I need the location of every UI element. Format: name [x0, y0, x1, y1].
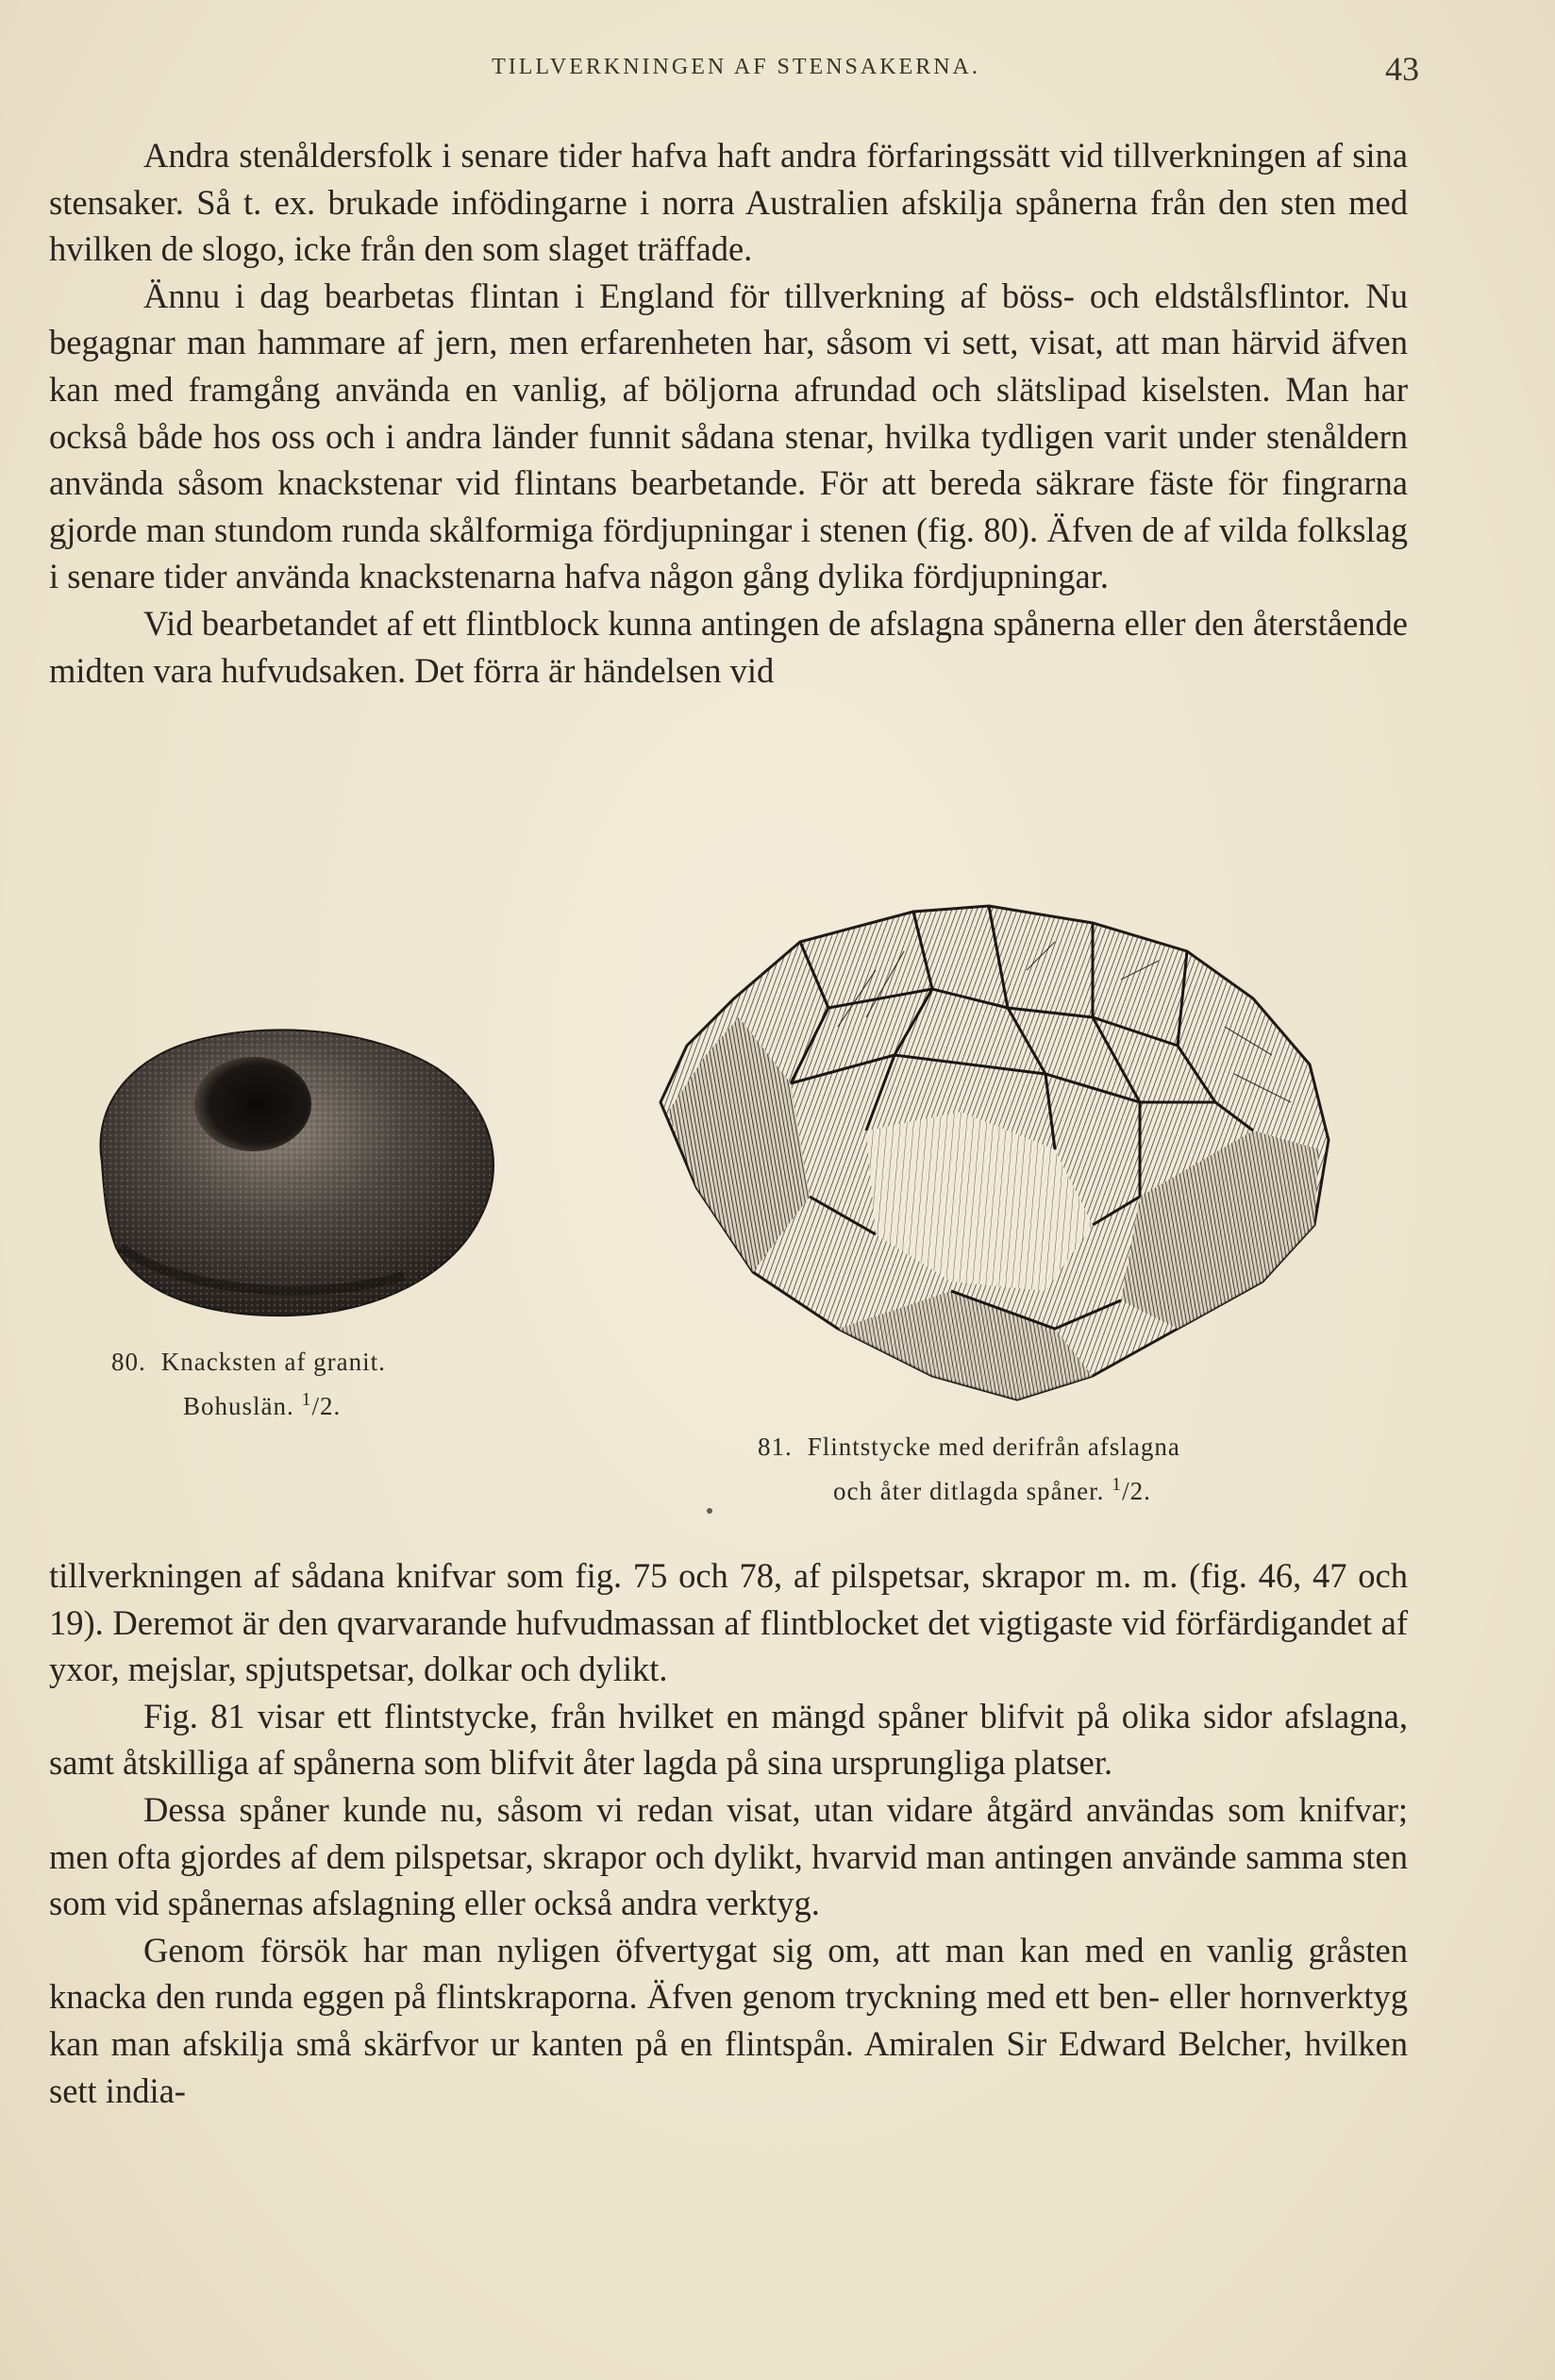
paragraph: Fig. 81 visar ett flintstycke, från hvilket en mängd spåner blifvit på olika sidor afslagna, samt åtskilliga af spånerna som blifvit åter lagda på sina ursprungliga platser. [49, 1696, 1408, 1783]
ink-speck [707, 1508, 712, 1514]
caption-text: och åter ditlagda spåner. [833, 1477, 1105, 1505]
caption-text: Flintstycke med derifrån afslagna [807, 1433, 1180, 1461]
running-title: TILLVERKNINGEN AF STENSAKERNA. [492, 55, 980, 79]
figure-80-caption [111, 1343, 508, 1425]
paragraph: tillverkningen af sådana knifvar som fig. 75 och 78, af pilspetsar, skrapor m. m. (fig. 46, 47 och 19). Deremot är den qvarvarande hufvudmassan af flintblocket det vigtigaste vid förfärdigandet af yxor, mejslar, spjutspetsar, dolkar och dylikt. [49, 1556, 1408, 1689]
figure-80-hammerstone-illustration [64, 964, 508, 1370]
paragraph: Dessa spåner kunde nu, såsom vi redan visat, utan vidare åtgärd användas som knifvar; men ofta gjordes af dem pilspetsar, skrapor och dylikt, hvarvid man antingen använde samma sten som vid spånernas afslagning eller också andra verktyg. [49, 1789, 1408, 1923]
figure-81-flint-block-illustration [649, 885, 1347, 1423]
scale-fraction: $^1$/2. [301, 1389, 342, 1420]
caption-text: Bohuslän. [183, 1392, 294, 1420]
page-number: 43 [1385, 50, 1419, 88]
paragraph: Andra stenåldersfolk i senare tider hafva haft andra förfaringssätt vid tillverkningen af sina stensaker. Så t. ex. brukade infödingarne i norra Australien afskilja spånerna från den sten med hvilken de slogo, icke från den som slaget träffade. [49, 136, 1408, 269]
paragraph: Genom försök har man nyligen öfvertygat sig om, att man kan med en vanlig gråsten knacka den runda eggen på flintskraporna. Äfven genom tryckning med ett ben- eller hornverktyg kan man afskilja små skärfvor ur kanten på en flintspån. Amiralen Sir Edward Belcher, hvilken sett india- [49, 1930, 1408, 2110]
caption-text: Knacksten af granit. [160, 1348, 386, 1376]
figure-81-caption [758, 1428, 1333, 1510]
body-text-bottom [49, 1552, 1408, 2114]
figure-number: 80. [111, 1348, 146, 1376]
paragraph: Vid bearbetandet af ett flintblock kunna antingen de afslagna spånerna eller den återstående midten vara hufvudsaken. Det förra är händelsen vid [49, 603, 1408, 690]
paragraph: Ännu i dag bearbetas flintan i England för tillverkning af böss- och eldstålsflintor. Nu begagnar man hammare af jern, men erfarenheten har, såsom vi sett, visat, att man härvid äfven kan med framgång använda en vanlig, af böljorna afrundad och slätslipad kiselsten. Man har också både hos oss och i andra länder funnit sådana stenar, hvilka tydligen varit under stenåldern använda såsom knackstenar vid flintans bearbetande. För att bereda säkrare fäste för fingrarna gjorde man stundom runda skålformiga fördjupningar i stenen (fig. 80). Äfven de af vilda folkslag i senare tider använda knackstenarna hafva någon gång dylika fördjupningar. [49, 276, 1408, 596]
scale-fraction: $^1$/2. [1112, 1474, 1151, 1505]
cup-depression [194, 1057, 311, 1151]
figure-number: 81. [758, 1433, 793, 1461]
body-text-top [49, 132, 1408, 694]
